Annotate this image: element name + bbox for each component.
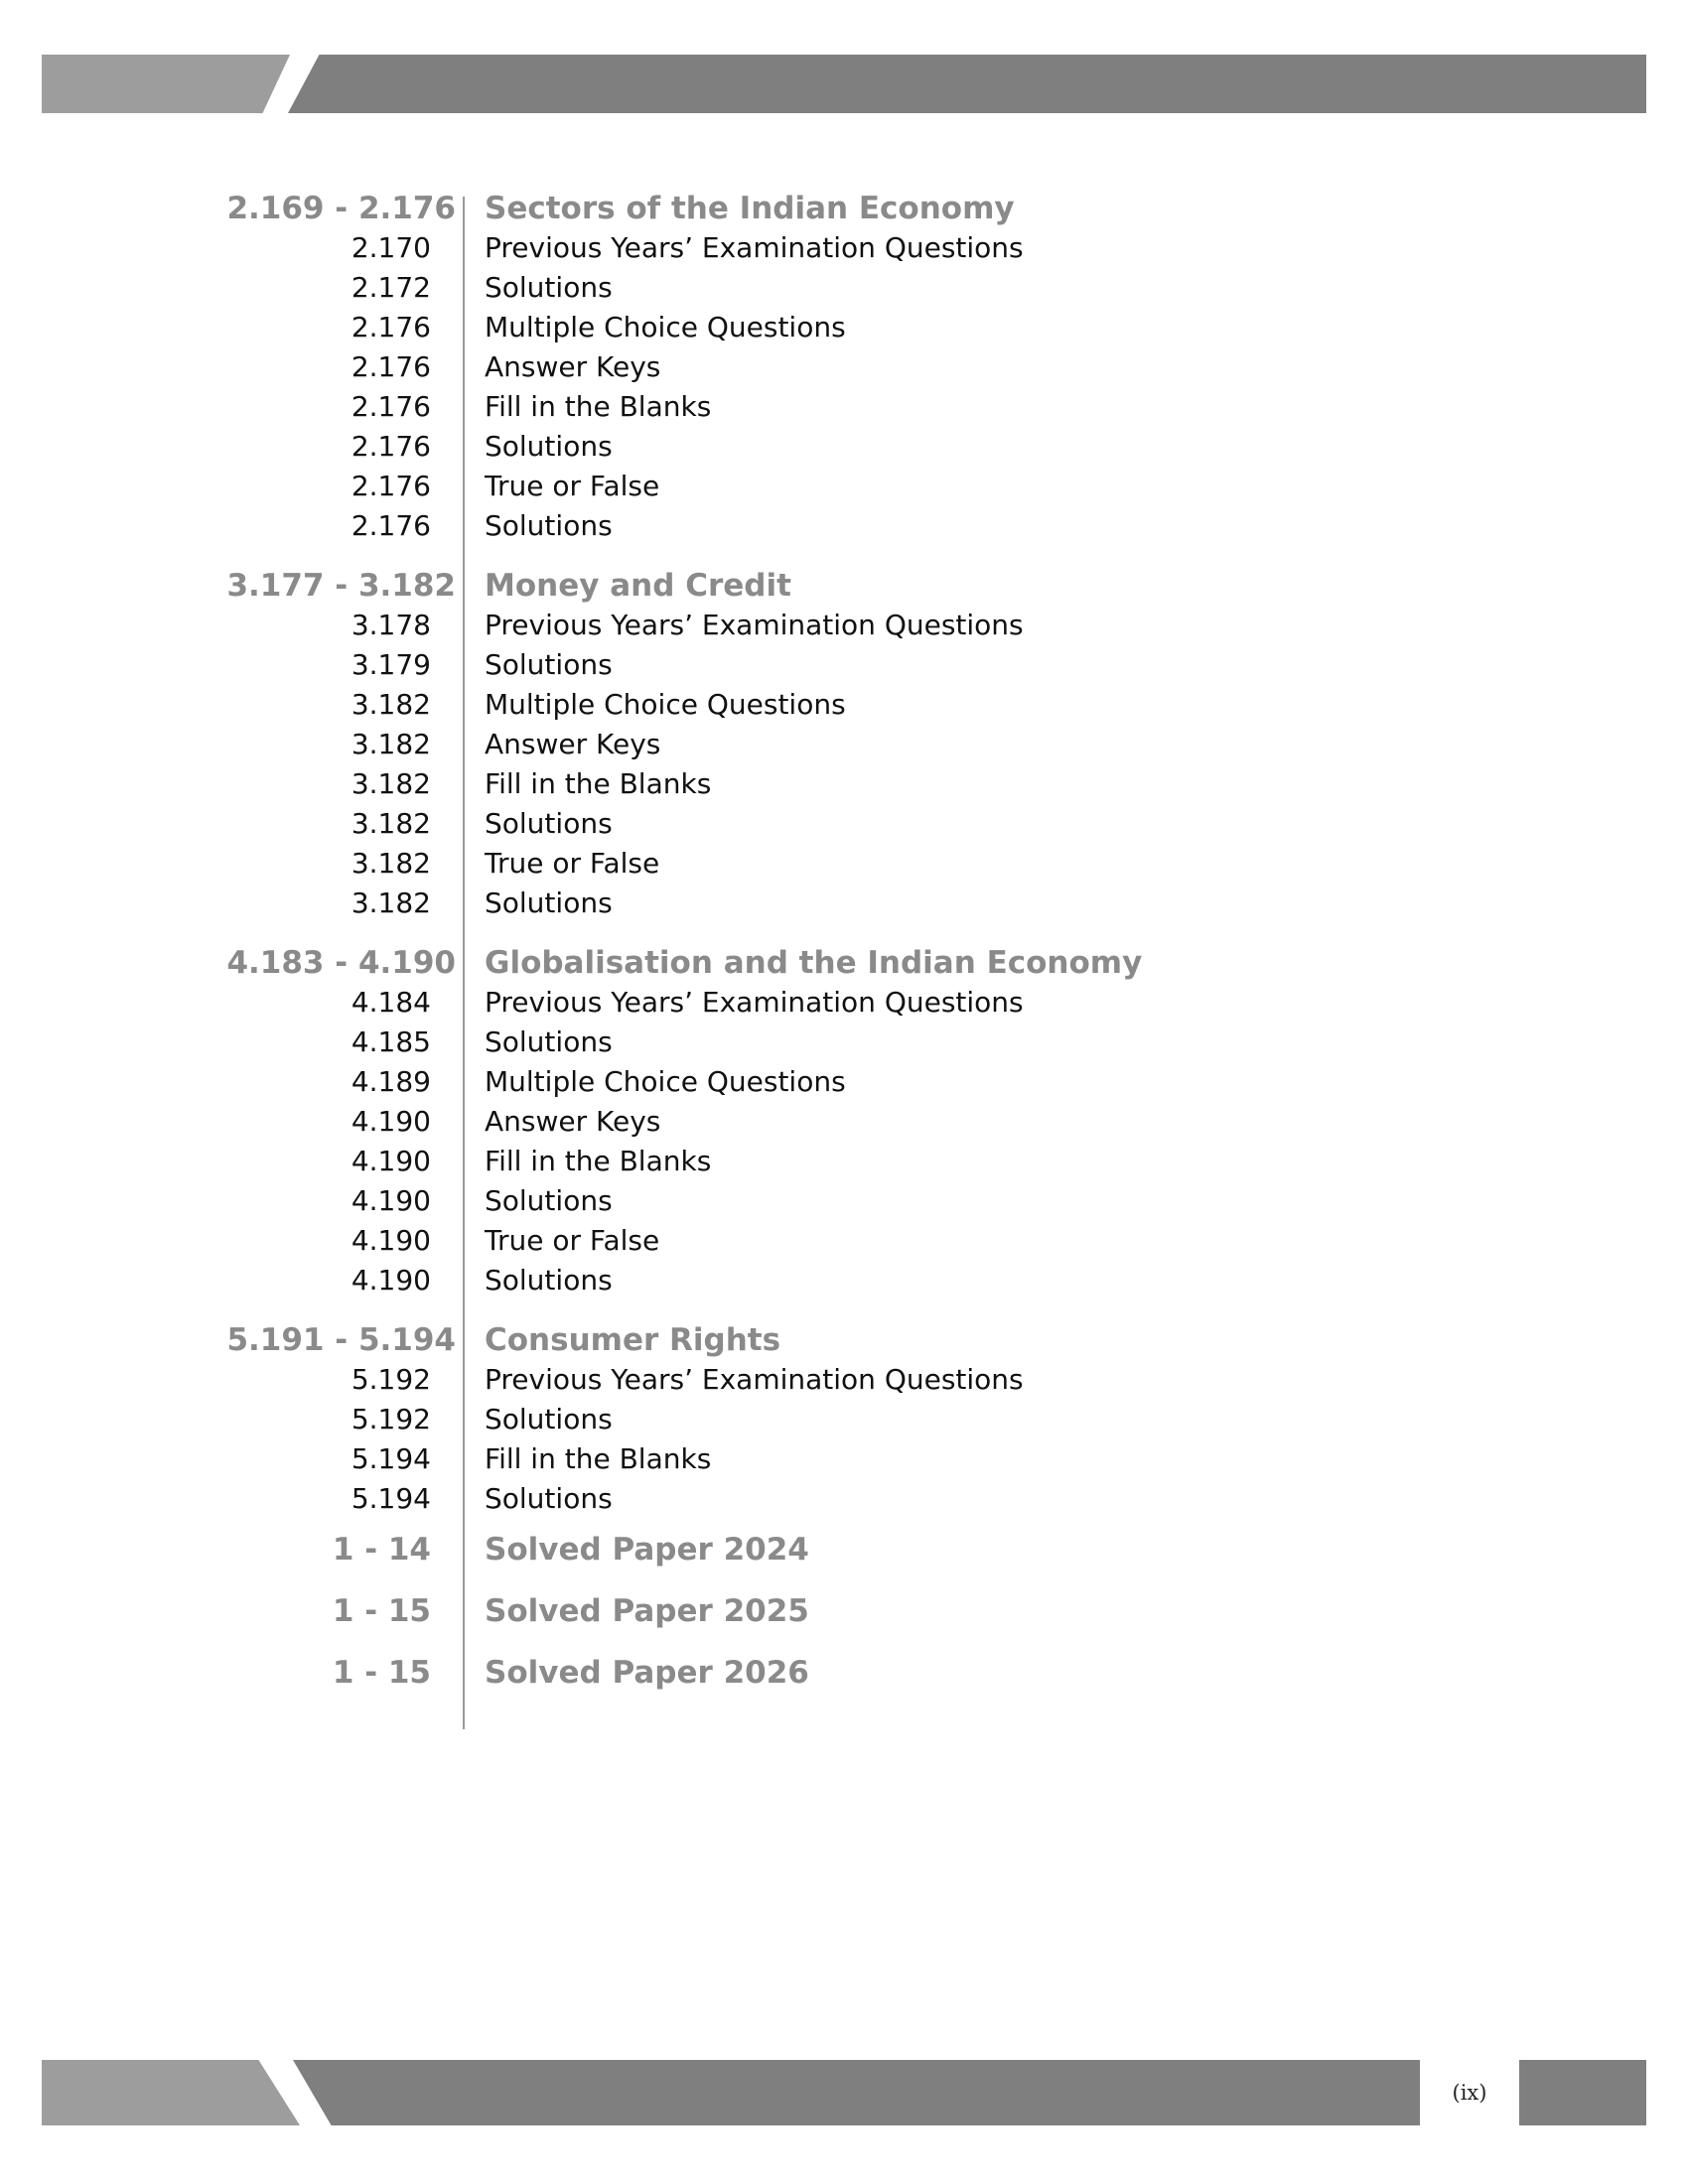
paper-title: Solved Paper 2026	[485, 1655, 809, 1691]
list-item[interactable]	[0, 725, 1688, 764]
entry-label: Fill in the Blanks	[485, 767, 712, 800]
paper-title: Solved Paper 2024	[485, 1532, 809, 1568]
list-item[interactable]	[0, 1142, 1688, 1181]
page-number: 2.176	[351, 350, 431, 383]
paper-range: 1 - 15	[332, 1593, 431, 1629]
list-item[interactable]	[0, 1360, 1688, 1400]
entry-label: Multiple Choice Questions	[485, 1065, 846, 1098]
section-range: 2.169 - 2.176	[226, 191, 456, 226]
list-item[interactable]	[0, 844, 1688, 884]
page-number: 4.189	[351, 1065, 431, 1098]
page-number: 5.194	[351, 1482, 431, 1515]
list-item[interactable]	[0, 1181, 1688, 1221]
page-number: 4.185	[351, 1025, 431, 1058]
entry-label: Answer Keys	[485, 728, 661, 760]
list-item[interactable]	[0, 884, 1688, 923]
page-number: 3.182	[351, 767, 431, 800]
list-item[interactable]	[0, 228, 1688, 268]
entry-label: Answer Keys	[485, 350, 661, 383]
entry-label: Solutions	[485, 509, 613, 542]
paper-range: 1 - 15	[332, 1655, 431, 1691]
entry-label: True or False	[485, 470, 660, 502]
entry-label: Solutions	[485, 1025, 613, 1058]
section-range: 3.177 - 3.182	[226, 568, 456, 604]
entry-label: Previous Years’ Examination Questions	[485, 231, 1024, 264]
entry-label: Solutions	[485, 887, 613, 919]
section-heading[interactable]	[0, 566, 1688, 606]
entry-label: True or False	[485, 1224, 660, 1257]
list-item[interactable]	[0, 1221, 1688, 1261]
page-number: 3.182	[351, 847, 431, 880]
paper-entry[interactable]	[0, 1519, 1688, 1580]
page-number: 2.176	[351, 509, 431, 542]
page-number: 4.190	[351, 1145, 431, 1177]
section-heading[interactable]	[0, 1320, 1688, 1360]
paper-entry[interactable]	[0, 1642, 1688, 1704]
entry-label: Multiple Choice Questions	[485, 688, 846, 721]
section-title: Sectors of the Indian Economy	[485, 191, 1015, 226]
page-number: 4.190	[351, 1184, 431, 1217]
entry-label: Fill in the Blanks	[485, 1145, 712, 1177]
list-item[interactable]	[0, 1479, 1688, 1519]
page-number: 3.182	[351, 688, 431, 721]
list-item[interactable]	[0, 268, 1688, 308]
entry-label: Solutions	[485, 1264, 613, 1297]
entry-label: Answer Keys	[485, 1105, 661, 1138]
list-item[interactable]	[0, 645, 1688, 685]
page-number: 5.194	[351, 1442, 431, 1475]
page-number: 3.182	[351, 728, 431, 760]
list-item[interactable]	[0, 347, 1688, 387]
entry-label: Multiple Choice Questions	[485, 311, 846, 343]
list-item[interactable]	[0, 387, 1688, 427]
page-number: 5.192	[351, 1403, 431, 1435]
header-band-left	[42, 55, 290, 113]
list-item[interactable]	[0, 804, 1688, 844]
section-title: Globalisation and the Indian Economy	[485, 945, 1143, 981]
entry-label: Previous Years’ Examination Questions	[485, 1363, 1024, 1396]
paper-range: 1 - 14	[332, 1532, 431, 1568]
footer-band-left	[42, 2060, 300, 2125]
section-range: 5.191 - 5.194	[226, 1322, 456, 1358]
list-item[interactable]	[0, 308, 1688, 347]
entry-label: Solutions	[485, 648, 613, 681]
list-item[interactable]	[0, 1261, 1688, 1300]
page-number: 3.182	[351, 807, 431, 840]
section-heading[interactable]	[0, 943, 1688, 983]
list-item[interactable]	[0, 467, 1688, 506]
entry-label: Solutions	[485, 1403, 613, 1435]
page-number: 2.176	[351, 470, 431, 502]
page-number: 2.176	[351, 390, 431, 423]
entry-label: Previous Years’ Examination Questions	[485, 986, 1024, 1019]
list-item[interactable]	[0, 606, 1688, 645]
list-item[interactable]	[0, 1400, 1688, 1439]
page-number: 3.182	[351, 887, 431, 919]
list-item[interactable]	[0, 1102, 1688, 1142]
section-title: Consumer Rights	[485, 1322, 781, 1358]
footer-band-right	[1519, 2060, 1646, 2125]
page-number: 2.170	[351, 231, 431, 264]
page-folio: (ix)	[1452, 2081, 1487, 2105]
page-number: 4.190	[351, 1224, 431, 1257]
paper-entry[interactable]	[0, 1580, 1688, 1642]
list-item[interactable]	[0, 685, 1688, 725]
list-item[interactable]	[0, 764, 1688, 804]
page-number: 4.190	[351, 1105, 431, 1138]
entry-label: Previous Years’ Examination Questions	[485, 609, 1024, 641]
page-number: 2.176	[351, 430, 431, 463]
list-item[interactable]	[0, 1062, 1688, 1102]
table-of-contents	[0, 189, 1688, 1704]
paper-title: Solved Paper 2025	[485, 1593, 809, 1629]
list-item[interactable]	[0, 1439, 1688, 1479]
page-number: 2.172	[351, 271, 431, 304]
header-band-right	[288, 55, 1646, 113]
page-number: 4.190	[351, 1264, 431, 1297]
section-heading[interactable]	[0, 189, 1688, 228]
entry-label: Solutions	[485, 430, 613, 463]
section-title: Money and Credit	[485, 568, 791, 604]
entry-label: Solutions	[485, 807, 613, 840]
entry-label: Fill in the Blanks	[485, 390, 712, 423]
entry-label: Fill in the Blanks	[485, 1442, 712, 1475]
entry-label: Solutions	[485, 1184, 613, 1217]
page-number: 2.176	[351, 311, 431, 343]
list-item[interactable]	[0, 427, 1688, 467]
entry-label: Solutions	[485, 271, 613, 304]
list-item[interactable]	[0, 983, 1688, 1023]
page-number: 3.178	[351, 609, 431, 641]
list-item[interactable]	[0, 506, 1688, 546]
entry-label: True or False	[485, 847, 660, 880]
section-range: 4.183 - 4.190	[226, 945, 456, 981]
page-number: 3.179	[351, 648, 431, 681]
entry-label: Solutions	[485, 1482, 613, 1515]
page-number: 4.184	[351, 986, 431, 1019]
footer-band-middle	[293, 2060, 1420, 2125]
page-number: 5.192	[351, 1363, 431, 1396]
list-item[interactable]	[0, 1023, 1688, 1062]
